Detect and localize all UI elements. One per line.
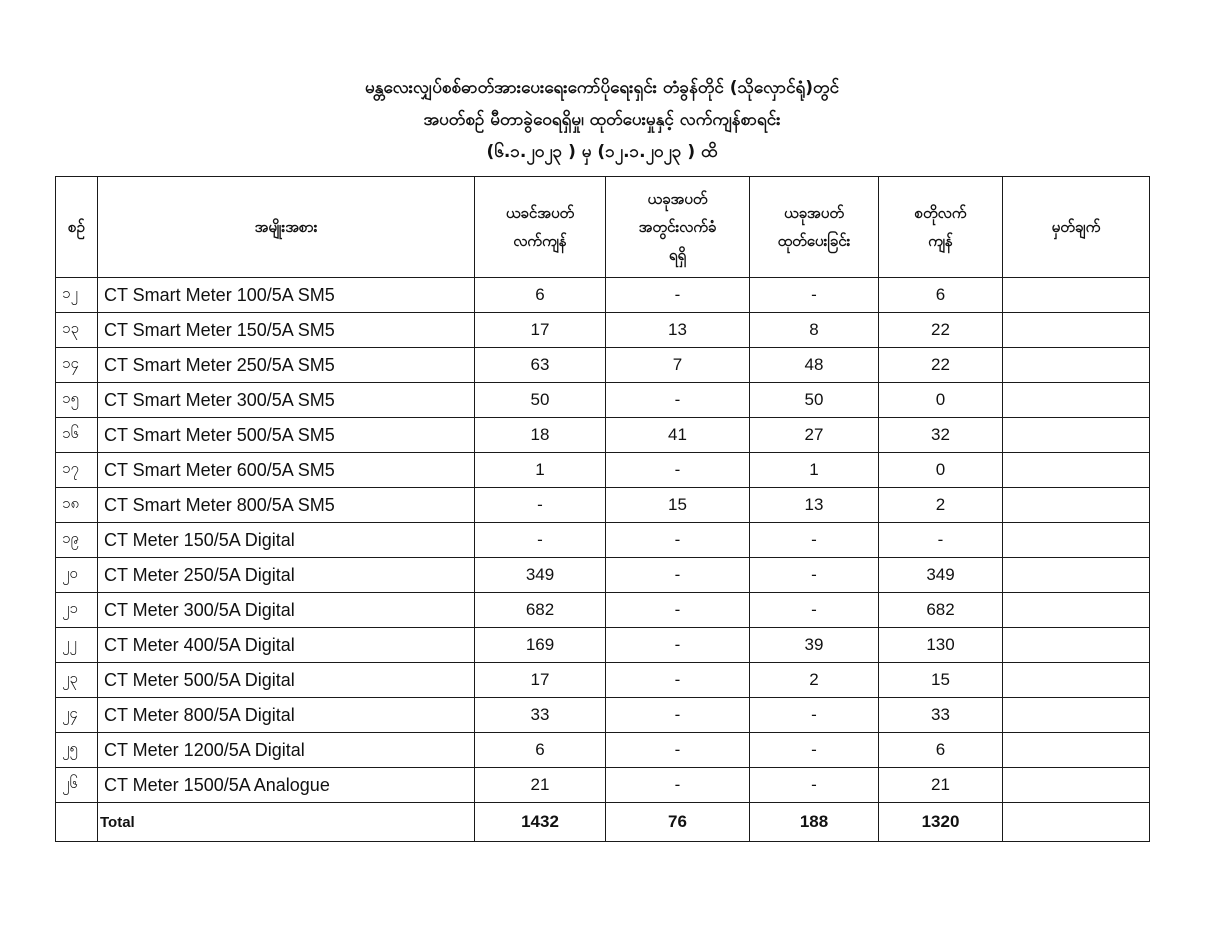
cell-serial-no: ၁၄ bbox=[56, 348, 98, 383]
cell-serial-no: ၂၆ bbox=[56, 768, 98, 803]
total-received: 76 bbox=[606, 803, 750, 842]
table-row bbox=[56, 628, 1150, 663]
table-row bbox=[56, 768, 1150, 803]
cell-issued: - bbox=[750, 278, 879, 313]
cell-issued: - bbox=[750, 523, 879, 558]
header-type bbox=[98, 177, 475, 278]
report-title bbox=[0, 72, 1204, 168]
header-received bbox=[606, 177, 750, 278]
cell-issued: - bbox=[750, 698, 879, 733]
table-row bbox=[56, 418, 1150, 453]
table-row bbox=[56, 313, 1150, 348]
table-row bbox=[56, 488, 1150, 523]
cell-previous-balance: 17 bbox=[475, 313, 606, 348]
cell-received: - bbox=[606, 523, 750, 558]
cell-previous-balance: 18 bbox=[475, 418, 606, 453]
table-row bbox=[56, 348, 1150, 383]
header-received-line2: အတွင်းလက်ခံ bbox=[638, 218, 717, 236]
cell-previous-balance: - bbox=[475, 523, 606, 558]
cell-serial-no: ၁၆ bbox=[56, 418, 98, 453]
cell-store-remaining: 0 bbox=[879, 453, 1003, 488]
header-type-label: အမျိုးအစား bbox=[254, 218, 318, 236]
header-row bbox=[56, 177, 1150, 278]
cell-remark bbox=[1003, 348, 1150, 383]
table-row bbox=[56, 593, 1150, 628]
cell-issued: - bbox=[750, 558, 879, 593]
cell-store-remaining: 349 bbox=[879, 558, 1003, 593]
cell-previous-balance: 21 bbox=[475, 768, 606, 803]
cell-received: - bbox=[606, 628, 750, 663]
header-issued bbox=[750, 177, 879, 278]
table-body bbox=[56, 278, 1150, 842]
header-store-remaining bbox=[879, 177, 1003, 278]
header-previous-balance-line2: လက်ကျန် bbox=[513, 232, 567, 250]
cell-meter-type: CT Meter 300/5A Digital bbox=[98, 593, 475, 628]
cell-previous-balance: - bbox=[475, 488, 606, 523]
cell-meter-type: CT Smart Meter 100/5A SM5 bbox=[98, 278, 475, 313]
cell-store-remaining: 22 bbox=[879, 313, 1003, 348]
cell-store-remaining: 682 bbox=[879, 593, 1003, 628]
cell-meter-type: CT Smart Meter 250/5A SM5 bbox=[98, 348, 475, 383]
cell-previous-balance: 33 bbox=[475, 698, 606, 733]
cell-remark bbox=[1003, 418, 1150, 453]
cell-remark bbox=[1003, 558, 1150, 593]
header-received-line3: ရရှိ bbox=[668, 246, 687, 264]
cell-remark bbox=[1003, 768, 1150, 803]
cell-store-remaining: 2 bbox=[879, 488, 1003, 523]
cell-serial-no: ၂၄ bbox=[56, 698, 98, 733]
table-row bbox=[56, 523, 1150, 558]
cell-serial-no: ၂၂ bbox=[56, 628, 98, 663]
cell-serial-no: ၁၂ bbox=[56, 278, 98, 313]
table-row bbox=[56, 733, 1150, 768]
table-row bbox=[56, 698, 1150, 733]
total-issued: 188 bbox=[750, 803, 879, 842]
total-remark bbox=[1003, 803, 1150, 842]
header-remark bbox=[1003, 177, 1150, 278]
cell-remark bbox=[1003, 628, 1150, 663]
header-serial-no-label: စဉ် bbox=[68, 218, 85, 236]
cell-serial-no: ၁၇ bbox=[56, 453, 98, 488]
cell-previous-balance: 349 bbox=[475, 558, 606, 593]
cell-issued: 8 bbox=[750, 313, 879, 348]
cell-serial-no: ၂၀ bbox=[56, 558, 98, 593]
cell-store-remaining: 130 bbox=[879, 628, 1003, 663]
cell-received: 7 bbox=[606, 348, 750, 383]
header-store-remaining-line2: ကျန် bbox=[928, 232, 953, 250]
cell-serial-no: ၁၅ bbox=[56, 383, 98, 418]
cell-issued: 48 bbox=[750, 348, 879, 383]
cell-issued: - bbox=[750, 593, 879, 628]
cell-store-remaining: 33 bbox=[879, 698, 1003, 733]
cell-received: - bbox=[606, 663, 750, 698]
cell-received: 15 bbox=[606, 488, 750, 523]
cell-remark bbox=[1003, 733, 1150, 768]
cell-issued: 13 bbox=[750, 488, 879, 523]
cell-meter-type: CT Meter 800/5A Digital bbox=[98, 698, 475, 733]
cell-meter-type: CT Meter 1500/5A Analogue bbox=[98, 768, 475, 803]
meter-inventory-table bbox=[55, 176, 1150, 842]
total-previous-balance: 1432 bbox=[475, 803, 606, 842]
cell-previous-balance: 50 bbox=[475, 383, 606, 418]
total-cell-serial-no bbox=[56, 803, 98, 842]
table-row bbox=[56, 558, 1150, 593]
cell-meter-type: CT Meter 400/5A Digital bbox=[98, 628, 475, 663]
table-header bbox=[56, 177, 1150, 278]
title-line-1: မန္တလေးလျှပ်စစ်ဓာတ်အားပေးရေးကော်ပိုရေးရှင်း တံခွန်တိုင် (သိုလှောင်ရုံ)တွင် bbox=[364, 78, 840, 98]
table-row bbox=[56, 278, 1150, 313]
table-row bbox=[56, 453, 1150, 488]
cell-remark bbox=[1003, 663, 1150, 698]
cell-serial-no: ၂၃ bbox=[56, 663, 98, 698]
total-store-remaining: 1320 bbox=[879, 803, 1003, 842]
cell-store-remaining: 6 bbox=[879, 278, 1003, 313]
cell-store-remaining: 6 bbox=[879, 733, 1003, 768]
cell-meter-type: CT Meter 250/5A Digital bbox=[98, 558, 475, 593]
header-store-remaining-line1: စတိုလက် bbox=[914, 204, 967, 222]
cell-issued: 39 bbox=[750, 628, 879, 663]
cell-previous-balance: 17 bbox=[475, 663, 606, 698]
cell-received: - bbox=[606, 733, 750, 768]
title-line-3-date-range: (၆.၁.၂၀၂၃ ) မှ (၁၂.၁.၂၀၂၃ ) ထိ bbox=[486, 142, 718, 162]
cell-previous-balance: 1 bbox=[475, 453, 606, 488]
cell-previous-balance: 63 bbox=[475, 348, 606, 383]
cell-issued: 2 bbox=[750, 663, 879, 698]
cell-serial-no: ၁၈ bbox=[56, 488, 98, 523]
cell-meter-type: CT Smart Meter 300/5A SM5 bbox=[98, 383, 475, 418]
cell-received: - bbox=[606, 698, 750, 733]
cell-received: - bbox=[606, 278, 750, 313]
cell-received: - bbox=[606, 383, 750, 418]
cell-meter-type: CT Smart Meter 500/5A SM5 bbox=[98, 418, 475, 453]
cell-store-remaining: - bbox=[879, 523, 1003, 558]
cell-remark bbox=[1003, 593, 1150, 628]
cell-meter-type: CT Smart Meter 150/5A SM5 bbox=[98, 313, 475, 348]
table-row bbox=[56, 663, 1150, 698]
header-previous-balance-line1: ယခင်အပတ် bbox=[505, 204, 575, 222]
cell-previous-balance: 169 bbox=[475, 628, 606, 663]
cell-meter-type: CT Meter 150/5A Digital bbox=[98, 523, 475, 558]
cell-remark bbox=[1003, 488, 1150, 523]
total-label: Total bbox=[98, 803, 475, 842]
cell-remark bbox=[1003, 278, 1150, 313]
cell-previous-balance: 6 bbox=[475, 733, 606, 768]
cell-received: - bbox=[606, 453, 750, 488]
cell-serial-no: ၁၉ bbox=[56, 523, 98, 558]
header-received-line1: ယခုအပတ် bbox=[647, 190, 708, 208]
header-remark-label: မှတ်ချက် bbox=[1051, 218, 1101, 236]
cell-store-remaining: 21 bbox=[879, 768, 1003, 803]
cell-store-remaining: 15 bbox=[879, 663, 1003, 698]
cell-remark bbox=[1003, 453, 1150, 488]
table-row bbox=[56, 383, 1150, 418]
cell-issued: - bbox=[750, 768, 879, 803]
cell-received: - bbox=[606, 768, 750, 803]
cell-remark bbox=[1003, 698, 1150, 733]
header-serial-no bbox=[56, 177, 98, 278]
cell-store-remaining: 32 bbox=[879, 418, 1003, 453]
title-line-2: အပတ်စဉ် မီတာခွဲဝေရရှိမှု၊ ထုတ်ပေးမှုနှင့် လက်ကျန်စာရင်း bbox=[423, 110, 781, 130]
header-issued-line1: ယခုအပတ် bbox=[784, 204, 844, 222]
cell-meter-type: CT Meter 500/5A Digital bbox=[98, 663, 475, 698]
cell-received: - bbox=[606, 558, 750, 593]
cell-remark bbox=[1003, 383, 1150, 418]
cell-meter-type: CT Smart Meter 800/5A SM5 bbox=[98, 488, 475, 523]
cell-remark bbox=[1003, 313, 1150, 348]
header-issued-line2: ထုတ်ပေးခြင်း bbox=[777, 232, 851, 250]
cell-received: 41 bbox=[606, 418, 750, 453]
cell-remark bbox=[1003, 523, 1150, 558]
cell-serial-no: ၁၃ bbox=[56, 313, 98, 348]
total-row bbox=[56, 803, 1150, 842]
cell-issued: - bbox=[750, 733, 879, 768]
cell-issued: 1 bbox=[750, 453, 879, 488]
cell-meter-type: CT Smart Meter 600/5A SM5 bbox=[98, 453, 475, 488]
cell-received: - bbox=[606, 593, 750, 628]
header-previous-balance bbox=[475, 177, 606, 278]
cell-serial-no: ၂၁ bbox=[56, 593, 98, 628]
cell-previous-balance: 682 bbox=[475, 593, 606, 628]
cell-previous-balance: 6 bbox=[475, 278, 606, 313]
cell-received: 13 bbox=[606, 313, 750, 348]
cell-issued: 50 bbox=[750, 383, 879, 418]
cell-store-remaining: 22 bbox=[879, 348, 1003, 383]
cell-issued: 27 bbox=[750, 418, 879, 453]
cell-serial-no: ၂၅ bbox=[56, 733, 98, 768]
cell-meter-type: CT Meter 1200/5A Digital bbox=[98, 733, 475, 768]
cell-store-remaining: 0 bbox=[879, 383, 1003, 418]
